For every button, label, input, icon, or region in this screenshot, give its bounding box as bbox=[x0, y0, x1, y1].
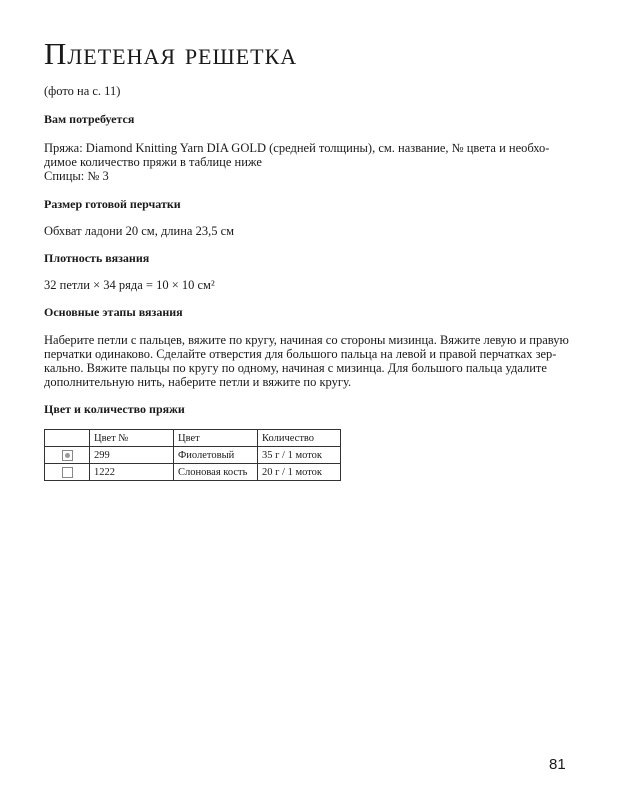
table-cell-number: 299 bbox=[90, 447, 174, 464]
photo-reference: (фото на с. 11) bbox=[44, 84, 121, 98]
page-number: 81 bbox=[549, 756, 566, 773]
size-text: Обхват ладони 20 см, длина 23,5 см bbox=[44, 224, 235, 238]
gauge-text: 32 петли × 34 ряда = 10 × 10 см² bbox=[44, 278, 215, 292]
size-heading: Размер готовой перчатки bbox=[44, 197, 181, 211]
steps-line-1: Наберите петли с пальцев, вяжите по кругу, начиная со стороны мизинца. Вяжите левую и правую bbox=[44, 333, 569, 347]
table-header-color: Цвет bbox=[174, 430, 258, 447]
table-cell-amount: 35 г / 1 моток bbox=[258, 447, 341, 464]
swatch-cell bbox=[45, 464, 90, 481]
swatch-cell bbox=[45, 447, 90, 464]
steps-line-4: дополнительную нить, наберите петли и вяжите по кругу. bbox=[44, 375, 352, 389]
color-swatch-icon bbox=[62, 467, 73, 478]
table-header-swatch bbox=[45, 430, 90, 447]
color-swatch-icon bbox=[62, 450, 73, 461]
gauge-heading: Плотность вязания bbox=[44, 251, 150, 265]
table-header-amount: Количество bbox=[258, 430, 341, 447]
steps-heading: Основные этапы вязания bbox=[44, 305, 183, 319]
table-cell-number: 1222 bbox=[90, 464, 174, 481]
steps-line-3: кально. Вяжите пальцы по кругу по одному, начиная с мизинца. Для большого пальца удалите bbox=[44, 361, 547, 375]
yarn-table bbox=[44, 429, 341, 481]
table-header-row bbox=[45, 430, 341, 447]
table-row bbox=[45, 447, 341, 464]
table-header-number: Цвет № bbox=[90, 430, 174, 447]
yarn-table-heading: Цвет и количество пряжи bbox=[44, 402, 185, 416]
table-cell-color: Слоновая кость bbox=[174, 464, 258, 481]
table-row bbox=[45, 464, 341, 481]
needed-heading: Вам потребуется bbox=[44, 112, 135, 126]
page-title: Плетеная решетка bbox=[44, 36, 298, 71]
steps-line-2: перчатки одинаково. Сделайте отверстия для большого пальца на левой и правой перчатках зер- bbox=[44, 347, 557, 361]
table-cell-color: Фиолетовый bbox=[174, 447, 258, 464]
yarn-line-1: Пряжа: Diamond Knitting Yarn DIA GOLD (средней толщины), см. название, № цвета и необхо- bbox=[44, 141, 550, 155]
table-cell-amount: 20 г / 1 моток bbox=[258, 464, 341, 481]
yarn-line-2: димое количество пряжи в таблице ниже bbox=[44, 155, 262, 169]
needles-line: Спицы: № 3 bbox=[44, 169, 109, 183]
